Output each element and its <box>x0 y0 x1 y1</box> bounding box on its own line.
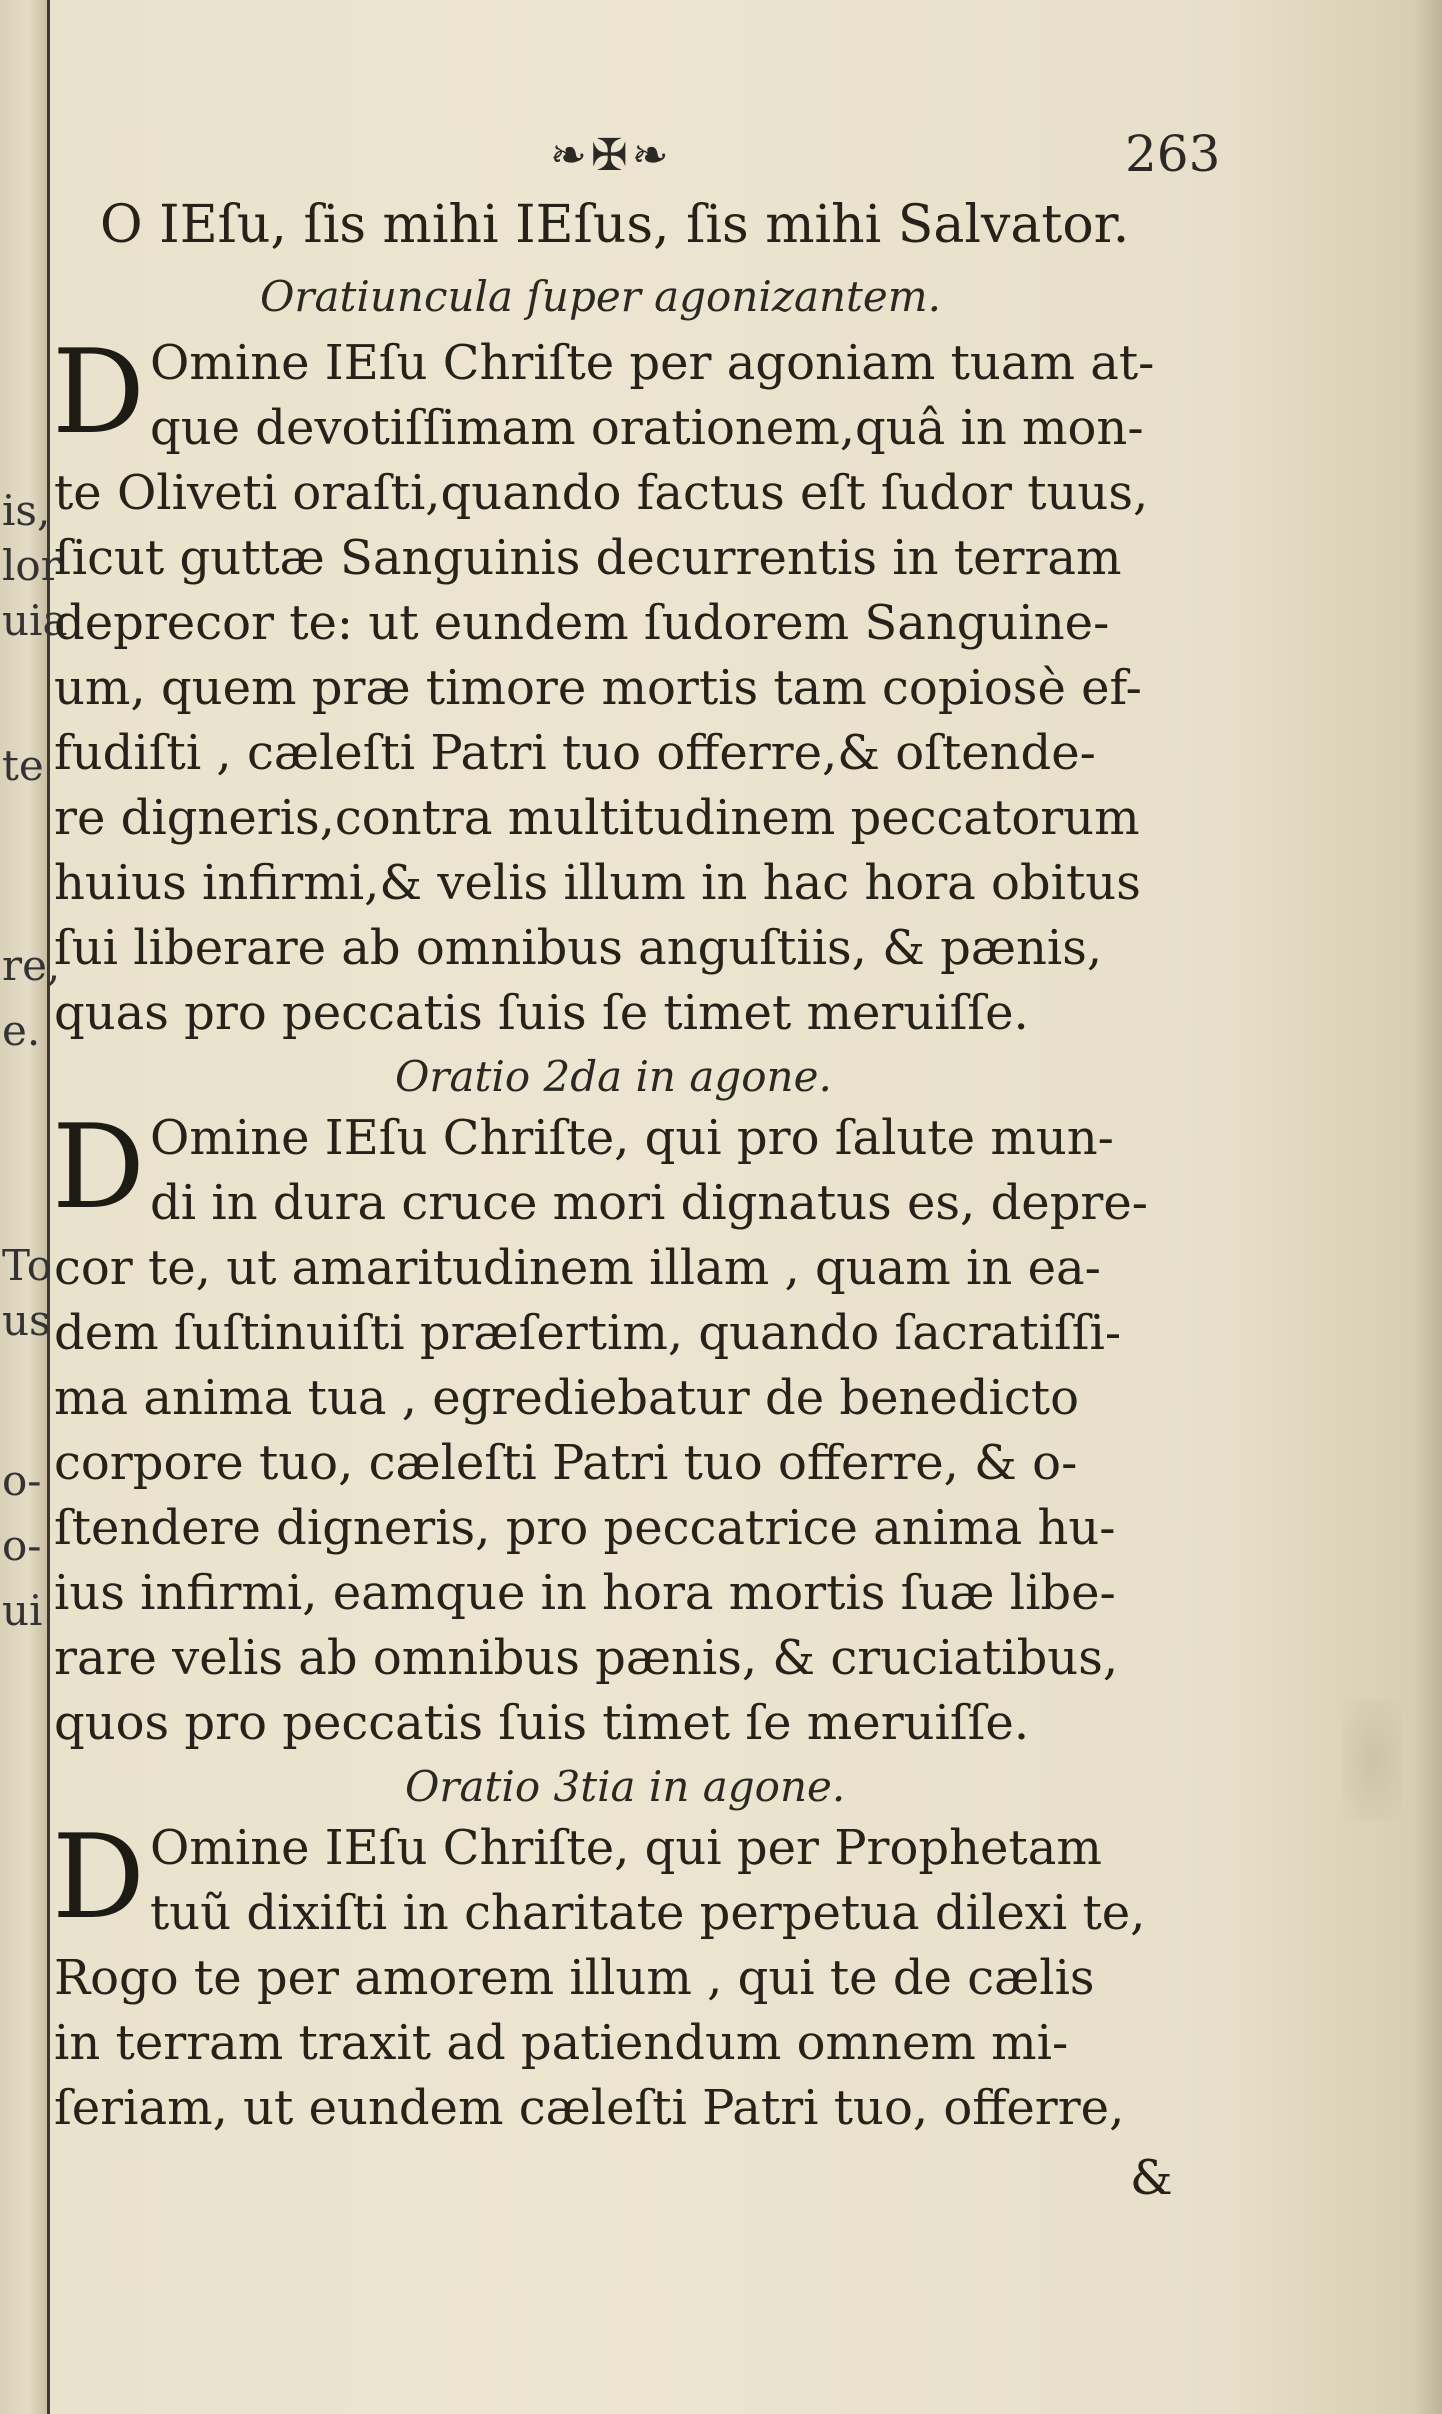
margin-fragment: To <box>2 1241 53 1290</box>
margin-fragment: te <box>2 741 44 790</box>
drop-cap: D <box>52 325 146 460</box>
margin-fragment: uia <box>2 596 68 645</box>
catchword: & <box>1130 2150 1173 2206</box>
text-line: cor te, ut amaritudinem illam , quam in ea- <box>54 1240 1101 1296</box>
margin-fragment: lor <box>2 541 61 590</box>
margin-fragment: us <box>2 1296 51 1345</box>
section-heading: Oratio 2da in agone. <box>395 1052 832 1101</box>
paper-stain <box>1342 1700 1402 1820</box>
text-line: quas pro peccatis ſuis ſe timet meruiſſe. <box>54 985 1029 1041</box>
text-line: fudiſti , cæleſti Patri tuo offerre,& oſtende- <box>54 725 1096 781</box>
page-title-line: O IEſu, ſis mihi IEſus, ſis mihi Salvator. <box>100 195 1130 255</box>
text-line: huius infirmi,& velis illum in hac hora obitus <box>54 855 1141 911</box>
drop-cap: D <box>52 1100 146 1235</box>
margin-fragment: o- <box>2 1521 42 1570</box>
text-line: quos pro peccatis ſuis timet ſe meruiſſe. <box>54 1695 1030 1751</box>
text-line: di in dura cruce mori dignatus es, depre- <box>150 1175 1148 1231</box>
text-line: Omine IEſu Chriſte, qui per Prophetam <box>150 1820 1102 1876</box>
text-line: in terram traxit ad patiendum omnem mi- <box>54 2015 1069 2071</box>
text-line: te Oliveti oraſti,quando factus eſt ſudor tuus, <box>54 465 1149 521</box>
text-line: Omine IEſu Chriſte per agoniam tuam at- <box>150 335 1155 391</box>
margin-fragment: o- <box>2 1456 42 1505</box>
previous-page-edge <box>0 0 68 2414</box>
text-line: um, quem præ timore mortis tam copiosè ef- <box>54 660 1142 716</box>
text-line: rare velis ab omnibus pænis, & cruciatibus, <box>54 1630 1119 1686</box>
text-line: que devotiſſimam orationem,quâ in mon- <box>150 400 1144 456</box>
text-line: ſeriam, ut eundem cæleſti Patri tuo, offerre, <box>54 2080 1125 2136</box>
text-line: ius infirmi, eamque in hora mortis ſuæ libe- <box>54 1565 1116 1621</box>
text-line: re digneris,contra multitudinem peccatorum <box>54 790 1140 846</box>
section-heading: Oratiuncula ſuper agonizantem. <box>260 272 941 321</box>
margin-fragment: re, <box>2 941 61 990</box>
text-line: Omine IEſu Chriſte, qui pro ſalute mun- <box>150 1110 1114 1166</box>
text-line: ſui liberare ab omnibus anguſtiis, & pænis, <box>54 920 1103 976</box>
header-ornament: ❧✠❧ <box>550 130 673 181</box>
text-line: ma anima tua , egrediebatur de benedicto <box>54 1370 1079 1426</box>
text-line: deprecor te: ut eundem ſudorem Sanguine- <box>54 595 1110 651</box>
text-line: ſicut guttæ Sanguinis decurrentis in terram <box>54 530 1122 586</box>
text-line: corpore tuo, cæleſti Patri tuo offerre, & o- <box>54 1435 1078 1491</box>
text-line: dem ſuſtinuiſti præſertim, quando ſacratiſſi- <box>54 1305 1122 1361</box>
text-line: Rogo te per amorem illum , qui te de cælis <box>54 1950 1095 2006</box>
page-number: 263 <box>1125 125 1221 183</box>
margin-fragment: e. <box>2 1006 41 1055</box>
drop-cap: D <box>52 1810 146 1945</box>
section-heading: Oratio 3tia in agone. <box>405 1762 846 1811</box>
text-line: tuũ dixiſti in charitate perpetua dilexi te, <box>150 1885 1146 1941</box>
page-content <box>50 0 1410 2414</box>
text-line: ſtendere digneris, pro peccatrice anima hu- <box>54 1500 1116 1556</box>
margin-fragment: ui <box>2 1586 43 1635</box>
margin-fragment: is, <box>2 486 51 535</box>
